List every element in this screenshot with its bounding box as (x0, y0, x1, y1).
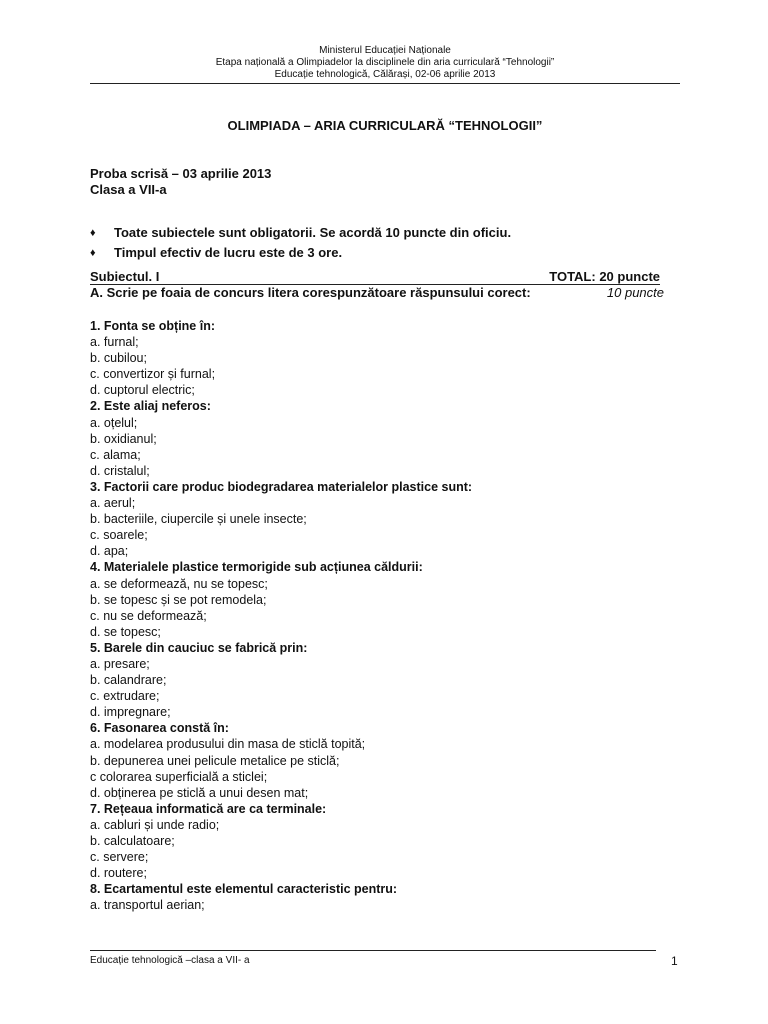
answer-option: b. se topesc și se pot remodela; (90, 592, 267, 607)
answer-option: a. oțelul; (90, 415, 138, 430)
header-ministry: Ministerul Educației Naționale (319, 45, 451, 56)
answer-option: a. aerul; (90, 496, 136, 511)
document-header (90, 45, 680, 81)
answer-option: d. obținerea pe sticlă a unui desen mat; (90, 785, 309, 800)
answer-option: c. alama; (90, 447, 141, 462)
answer-option: c. nu se deformează; (90, 608, 207, 623)
answer-option: b. calandrare; (90, 673, 167, 688)
diamond-bullet-icon: ♦ (90, 247, 96, 259)
exam-class: Clasa a VII-a (90, 182, 167, 197)
answer-option: c. servere; (90, 850, 149, 865)
header-event: Educație tehnologică, Călărași, 02-06 aprilie 2013 (274, 69, 496, 80)
header-stage: Etapa națională a Olimpiadelor la disciplinele din aria curriculară “Tehnologii” (215, 57, 555, 68)
page-title: OLIMPIADA – ARIA CURRICULARĂ “TEHNOLOGII” (227, 118, 543, 133)
answer-option: c colorarea superficială a sticlei; (90, 769, 268, 784)
answer-option: d. se topesc; (90, 624, 161, 639)
question-text: 7. Rețeaua informatică are ca terminale: (90, 801, 327, 816)
answer-option: c. soarele; (90, 528, 148, 543)
question-list (90, 318, 472, 913)
answer-option: a. cabluri și unde radio; (90, 817, 220, 832)
answer-option: a. furnal; (90, 335, 139, 350)
answer-option: a. transportul aerian; (90, 898, 205, 913)
answer-option: a. modelarea produsului din masa de sticlă topită; (90, 737, 366, 752)
footer-divider (90, 950, 656, 951)
section-a-heading (90, 285, 664, 301)
answer-option: d. impregnare; (90, 705, 171, 720)
exam-date: Proba scrisă – 03 aprilie 2013 (90, 166, 272, 181)
section-a-instruction: A. Scrie pe foaia de concurs litera corespunzătoare răspunsului corect: (90, 285, 531, 300)
answer-option: a. presare; (90, 656, 150, 671)
answer-option: b. oxidianul; (90, 431, 157, 446)
answer-option: d. apa; (90, 544, 129, 559)
answer-option: b. depunerea unei pelicule metalice pe sticlă; (90, 753, 340, 768)
rules-list (90, 223, 511, 263)
subject-heading (90, 269, 660, 285)
subject-total: TOTAL: 20 puncte (549, 269, 660, 284)
rule-text: Timpul efectiv de lucru este de 3 ore. (114, 245, 343, 260)
question-text: 2. Este aliaj neferos: (90, 399, 211, 414)
page-number: 1 (671, 954, 678, 968)
question-text: 8. Ecartamentul este elementul caracteristic pentru: (90, 882, 398, 897)
section-a-points: 10 puncte (606, 285, 664, 300)
answer-option: b. calculatoare; (90, 834, 175, 848)
header-divider (90, 83, 680, 84)
exam-meta (90, 166, 271, 198)
subject-label: Subiectul. I (90, 269, 160, 284)
question-text: 3. Factorii care produc biodegradarea materialelor plastice sunt: (90, 479, 473, 494)
diamond-bullet-icon: ♦ (90, 227, 96, 239)
rule-text: Toate subiectele sunt obligatorii. Se acordă 10 puncte din oficiu. (114, 225, 512, 240)
answer-option: d. routere; (90, 866, 147, 881)
answer-option: d. cristalul; (90, 463, 150, 478)
answer-option: c. extrudare; (90, 689, 160, 704)
question-text: 4. Materialele plastice termorigide sub acțiunea căldurii: (90, 560, 423, 575)
rule-item (90, 243, 511, 263)
answer-option: a. se deformează, nu se topesc; (90, 576, 268, 591)
rule-item (90, 223, 511, 243)
answer-option: b. bacteriile, ciupercile și unele insecte; (90, 512, 307, 527)
question-text: 5. Barele din cauciuc se fabrică prin: (90, 640, 308, 655)
answer-option: d. cuptorul electric; (90, 383, 195, 398)
question-text: 6. Fasonarea constă în: (90, 721, 229, 736)
footer-text: Educație tehnologică –clasa a VII- a (90, 955, 250, 966)
answer-option: c. convertizor și furnal; (90, 367, 216, 382)
question-text: 1. Fonta se obține în: (90, 319, 216, 333)
answer-option: b. cubilou; (90, 351, 147, 366)
